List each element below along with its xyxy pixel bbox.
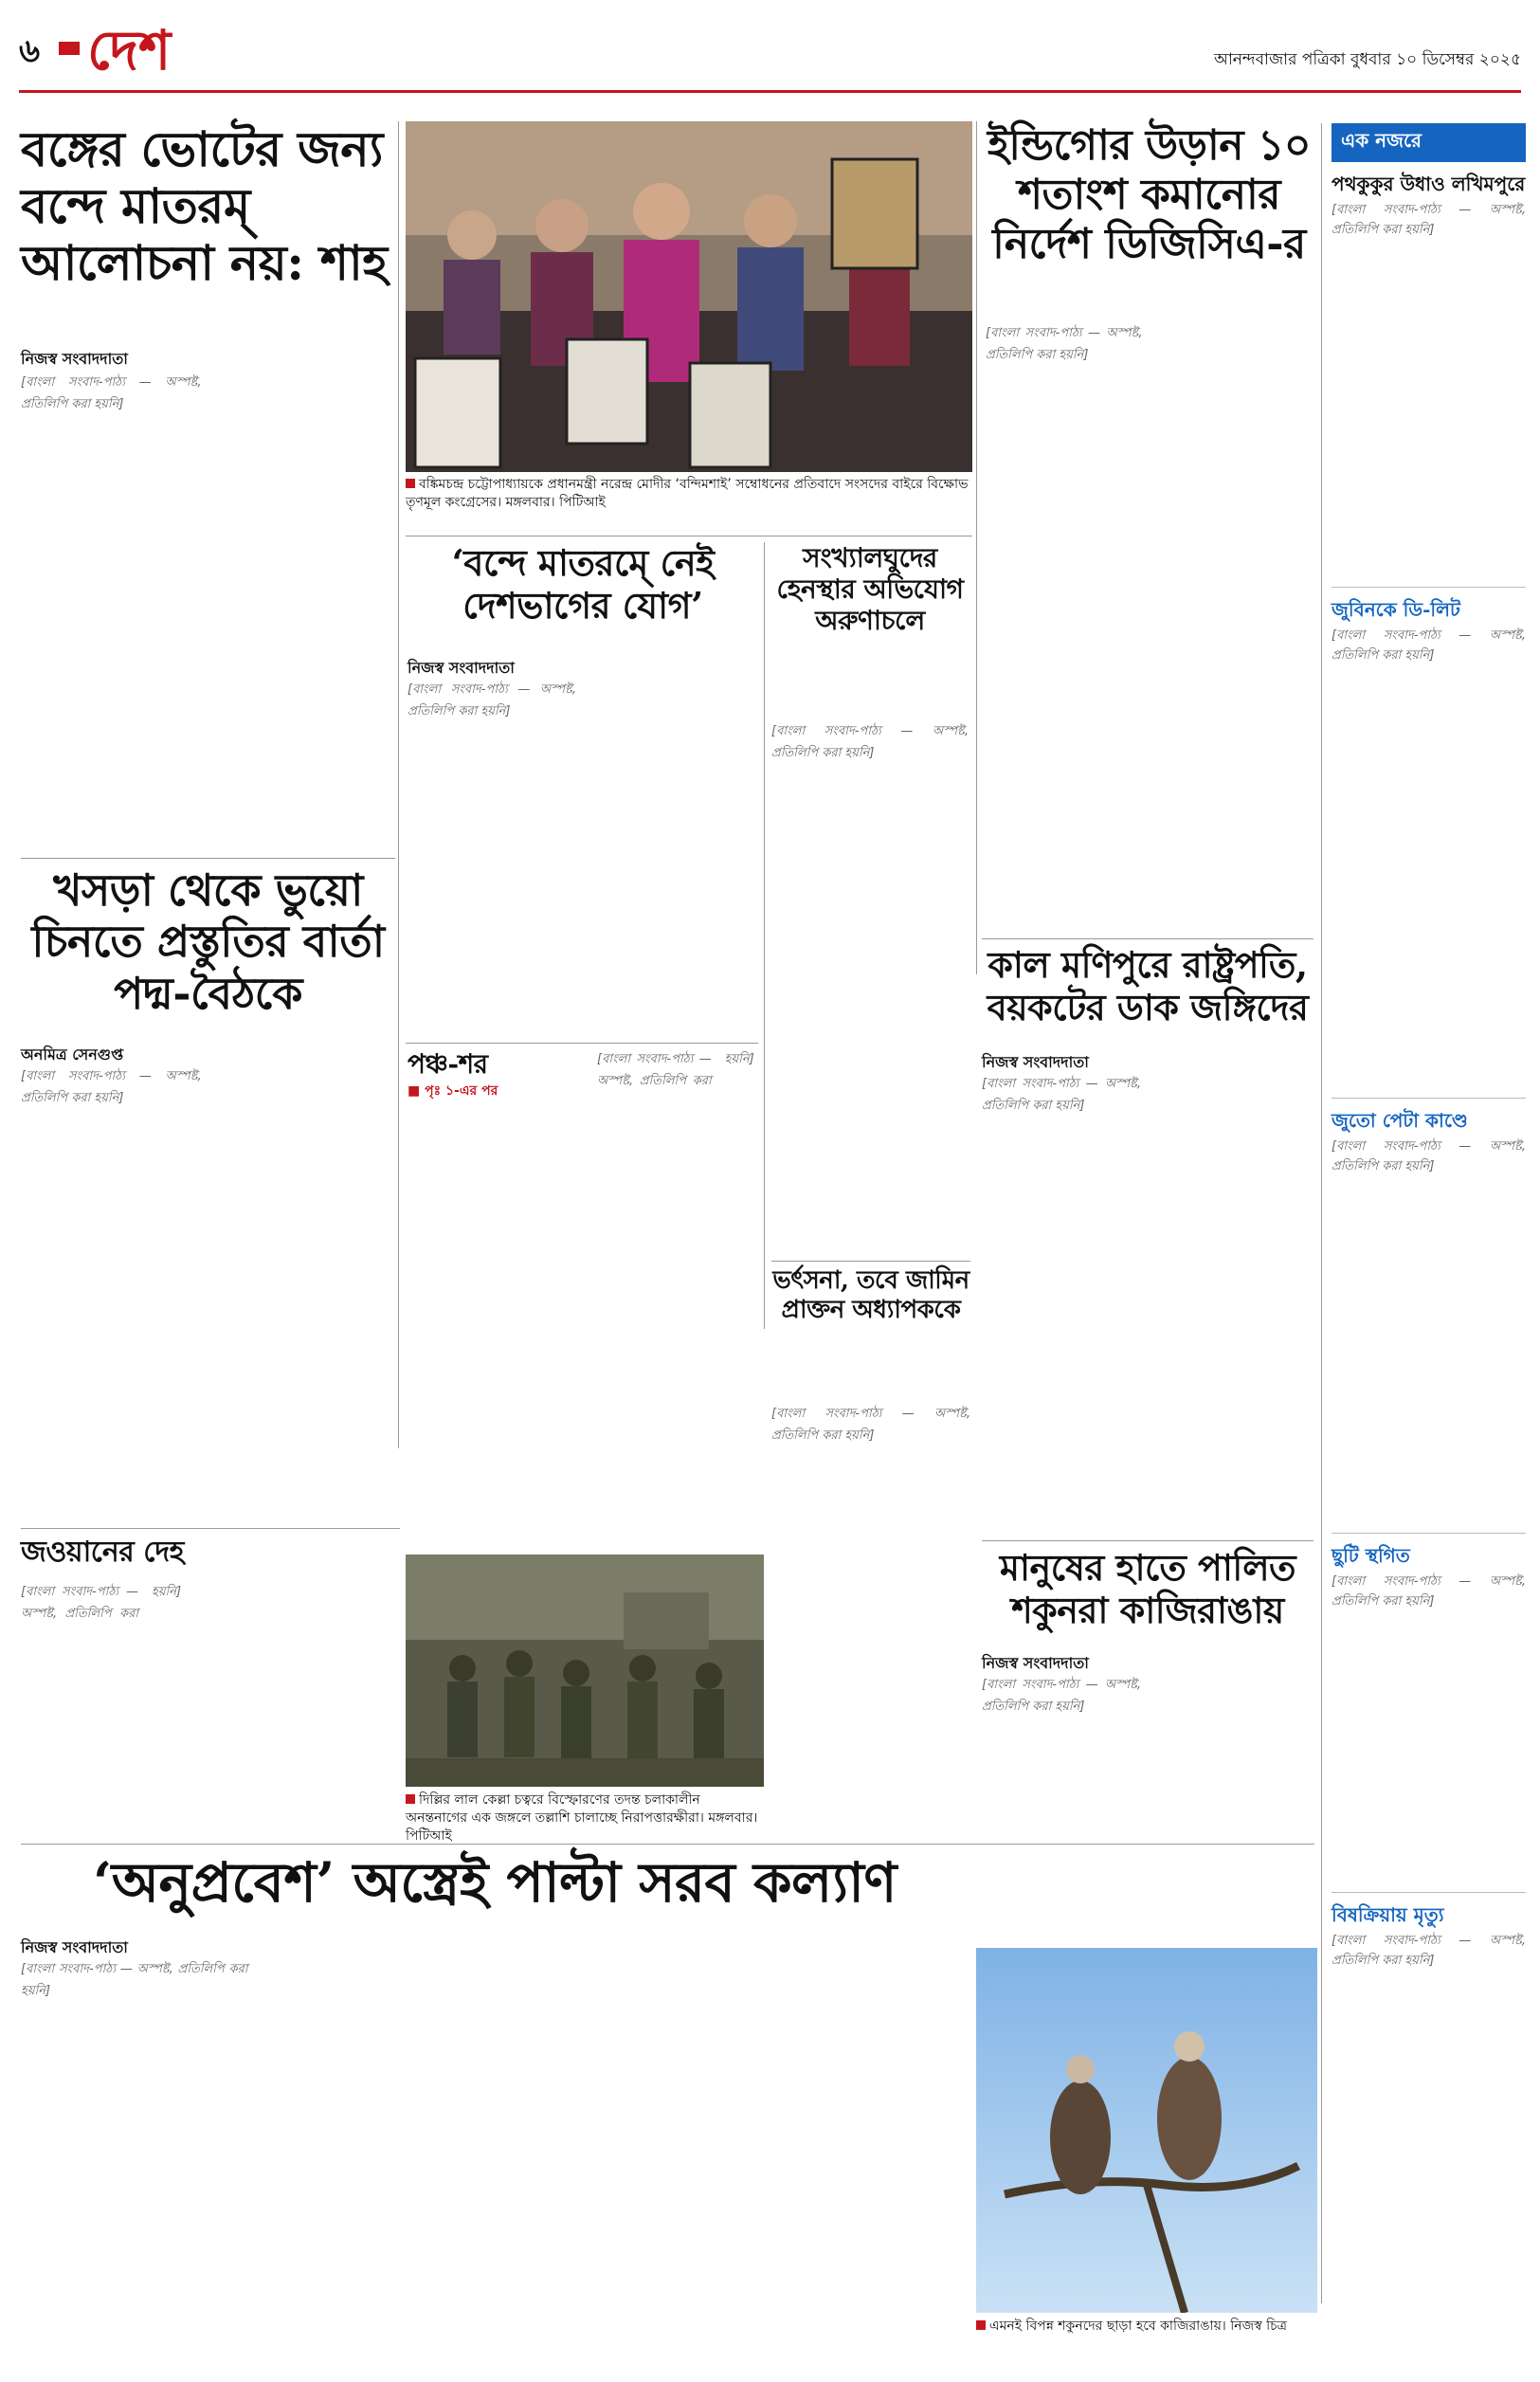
manipur-body-placeholder: [বাংলা সংবাদ-পাঠ্য — অস্পষ্ট, প্রতিলিপি করা হয়নি] [982,1077,1141,1113]
sidebar-item-body [1332,1136,1526,1525]
column-rule [976,121,977,974]
manipur-byline: নিজস্ব সংবাদদাতা [982,1053,1089,1071]
sidebar-item-title: ছুটি স্থগিত [1332,1544,1410,1567]
section-rule [21,1844,1314,1845]
minority-headline: সংখ্যালঘুদের হেনস্থার অভিযোগ অরুণাচলে [776,542,964,637]
reprimand-body [771,1403,970,1777]
jawan-body-placeholder: [বাংলা সংবাদ-পাঠ্য — অস্পষ্ট, প্রতিলিপি করা হয়নি] [21,1585,182,1621]
sidebar-item-placeholder: [বাংলা সংবাদ-পাঠ্য — অস্পষ্ট, প্রতিলিপি করা হয়নি] [1332,203,1526,237]
anupravesh-headline: ‘অনুপ্রবেশ’ অস্ত্রেই পাল্টা সরব কল্যাণ [93,1850,897,1915]
reprimand-headline: ভর্ৎসনা, তবে জামিন প্রাক্তন অধ্যাপককে [772,1266,969,1324]
sidebar-item-body [1332,1931,1526,2291]
khosra-headline: খসড়া থেকে ভুয়ো চিনতে প্রস্তুতির বার্তা পদ্ম-বৈঠকে [31,864,385,1019]
shah-body-placeholder: [বাংলা সংবাদ-পাঠ্য — অস্পষ্ট, প্রতিলিপি করা হয়নি] [21,375,202,411]
indigo-headline: ইন্ডিগোর উড়ান ১০ শতাংশ কমানোর নির্দেশ ডিজিসিএ-র [987,121,1312,268]
jawan-body [21,1581,400,1832]
vultures-headline: মানুষের হাতে পালিত শকুনরা কাজিরাঙায় [999,1546,1296,1631]
vande-partition-body-placeholder: [বাংলা সংবাদ-পাঠ্য — অস্পষ্ট, প্রতিলিপি করা হয়নি] [408,682,576,718]
khosra-byline: অনমিত্র সেনগুপ্ত [21,1046,124,1064]
sidebar-item-body [1332,200,1526,579]
vultures-photo-caption [976,2318,1317,2336]
security-photo-caption [406,1791,764,1846]
section-rule [982,1540,1314,1541]
sidebar [1321,123,1526,2303]
masthead [19,17,1521,93]
indigo-body-placeholder: [বাংলা সংবাদ-পাঠ্য — অস্পষ্ট, প্রতিলিপি করা হয়নি] [986,326,1143,362]
vultures-photo-illustration [976,1948,1317,2313]
sidebar-header: এক নজরে [1332,123,1526,162]
shah-headline: বঙ্গের ভোটের জন্য বন্দে মাতরম্ আলোচনা নয়: শাহ [21,121,388,293]
vultures-caption-text: এমনই বিপন্ন শকুনদের ছাড়া হবে কাজিরাঙায়। নিজস্ব চিত্র [989,2318,1287,2334]
sidebar-separator [1332,587,1526,588]
section-rule [21,858,395,859]
minority-body-placeholder: [বাংলা সংবাদ-পাঠ্য — অস্পষ্ট, প্রতিলিপি করা হয়নি] [771,724,969,760]
protest-photo [406,121,972,472]
anupravesh-body [21,1958,969,2337]
security-caption-text: দিল্লির লাল কেল্লা চত্বরে বিস্ফোরণের তদন্ত চলাকালীন অনন্তনাগের এক জঙ্গলে তল্লাশি চালাচ্ছে নিরাপত্তারক্ষীরা। মঙ্গলবার। পিটিআই [406,1792,758,1844]
manipur-headline: কাল মণিপুরে রাষ্ট্রপতি, বয়কটের ডাক জঙ্গিদের [987,943,1309,1028]
vande-partition-byline: নিজস্ব সংবাদদাতা [408,659,515,677]
section-rule [771,1261,970,1262]
sidebar-item-title: জুতো পেটা কাণ্ডে [1332,1109,1468,1132]
shah-byline: নিজস্ব সংবাদদাতা [21,350,128,368]
jawan-headline: জওয়ানের দেহ [21,1536,184,1569]
section-rule [982,938,1314,939]
panchasar-continued: ■ পৃঃ ১-এর পর [408,1083,498,1100]
protest-photo-caption [406,476,972,512]
caption-marker-icon [976,2320,986,2330]
page-number: ৬ [19,32,41,70]
security-photo [406,1555,764,1787]
reprimand-body-placeholder: [বাংলা সংবাদ-পাঠ্য — অস্পষ্ট, প্রতিলিপি করা হয়নি] [771,1407,970,1443]
anupravesh-byline: নিজস্ব সংবাদদাতা [21,1938,128,1956]
sidebar-item-placeholder: [বাংলা সংবাদ-পাঠ্য — অস্পষ্ট, প্রতিলিপি করা হয়নি] [1332,1139,1526,1173]
newspaper-date: আনন্দবাজার পত্রিকা বুধবার ১০ ডিসেম্বর ২০২৫ [1213,50,1521,69]
shah-body [21,372,395,850]
sidebar-item-placeholder: [বাংলা সংবাদ-পাঠ্য — অস্পষ্ট, প্রতিলিপি করা হয়নি] [1332,1574,1526,1609]
sidebar-separator [1332,1533,1526,1534]
sidebar-item-body [1332,626,1526,1090]
vultures-body-placeholder: [বাংলা সংবাদ-পাঠ্য — অস্পষ্ট, প্রতিলিপি করা হয়নি] [982,1678,1141,1714]
panchasar-continued-text: পৃঃ ১-এর পর [425,1083,498,1100]
protest-photo-illustration [406,121,972,472]
indigo-body [986,322,1313,929]
sidebar-item-placeholder: [বাংলা সংবাদ-পাঠ্য — অস্পষ্ট, প্রতিলিপি করা হয়নি] [1332,628,1526,663]
sidebar-separator [1332,1892,1526,1893]
sidebar-separator [1332,1098,1526,1099]
vultures-byline: নিজস্ব সংবাদদাতা [982,1654,1089,1672]
sidebar-item-placeholder: [বাংলা সংবাদ-পাঠ্য — অস্পষ্ট, প্রতিলিপি করা হয়নি] [1332,1934,1526,1968]
vande-partition-headline: ‘বন্দে মাতরমে্ নেই দেশভাগের যোগ’ [451,541,715,627]
security-photo-illustration [406,1555,764,1787]
caption-marker-icon [406,1794,415,1804]
khosra-body-placeholder: [বাংলা সংবাদ-পাঠ্য — অস্পষ্ট, প্রতিলিপি করা হয়নি] [21,1069,202,1105]
sidebar-item-title: পথকুকুর উধাও লখিমপুরে [1332,173,1526,195]
protest-caption-text: বঙ্কিমচন্দ্র চট্টোপাধ্যায়কে প্রধানমন্ত্রী নরেন্দ্র মোদীর ‘বন্দিমশাই’ সম্বোধনের প্রতিবাদে সংসদের বাইরে বিক্ষোভ তৃণমূল কংগ্রেসের। মঙ্গলবার। পিটিআই [406,477,969,510]
vande-partition-body [408,679,758,1039]
vultures-photo [976,1948,1317,2313]
section-rule [21,1528,400,1529]
anupravesh-body-placeholder: [বাংলা সংবাদ-পাঠ্য — অস্পষ্ট, প্রতিলিপি করা হয়নি] [21,1962,248,1998]
sidebar-item-title: বিষক্রিয়ায় মৃত্যু [1332,1903,1444,1926]
section-logo: দেশ [87,18,172,82]
panchasar-body-placeholder: [বাংলা সংবাদ-পাঠ্য — অস্পষ্ট, প্রতিলিপি করা হয়নি] [597,1052,754,1088]
sidebar-item-title: জুবিনকে ডি-লিট [1332,598,1460,621]
manipur-body [982,1073,1314,1533]
khosra-body [21,1065,589,1520]
caption-marker-icon [406,479,415,488]
sidebar-item-body [1332,1572,1526,1884]
section-rule [406,1043,758,1044]
logo-mark-icon [59,42,80,55]
panchasar-headline: পঞ্চ-শর [408,1048,488,1080]
